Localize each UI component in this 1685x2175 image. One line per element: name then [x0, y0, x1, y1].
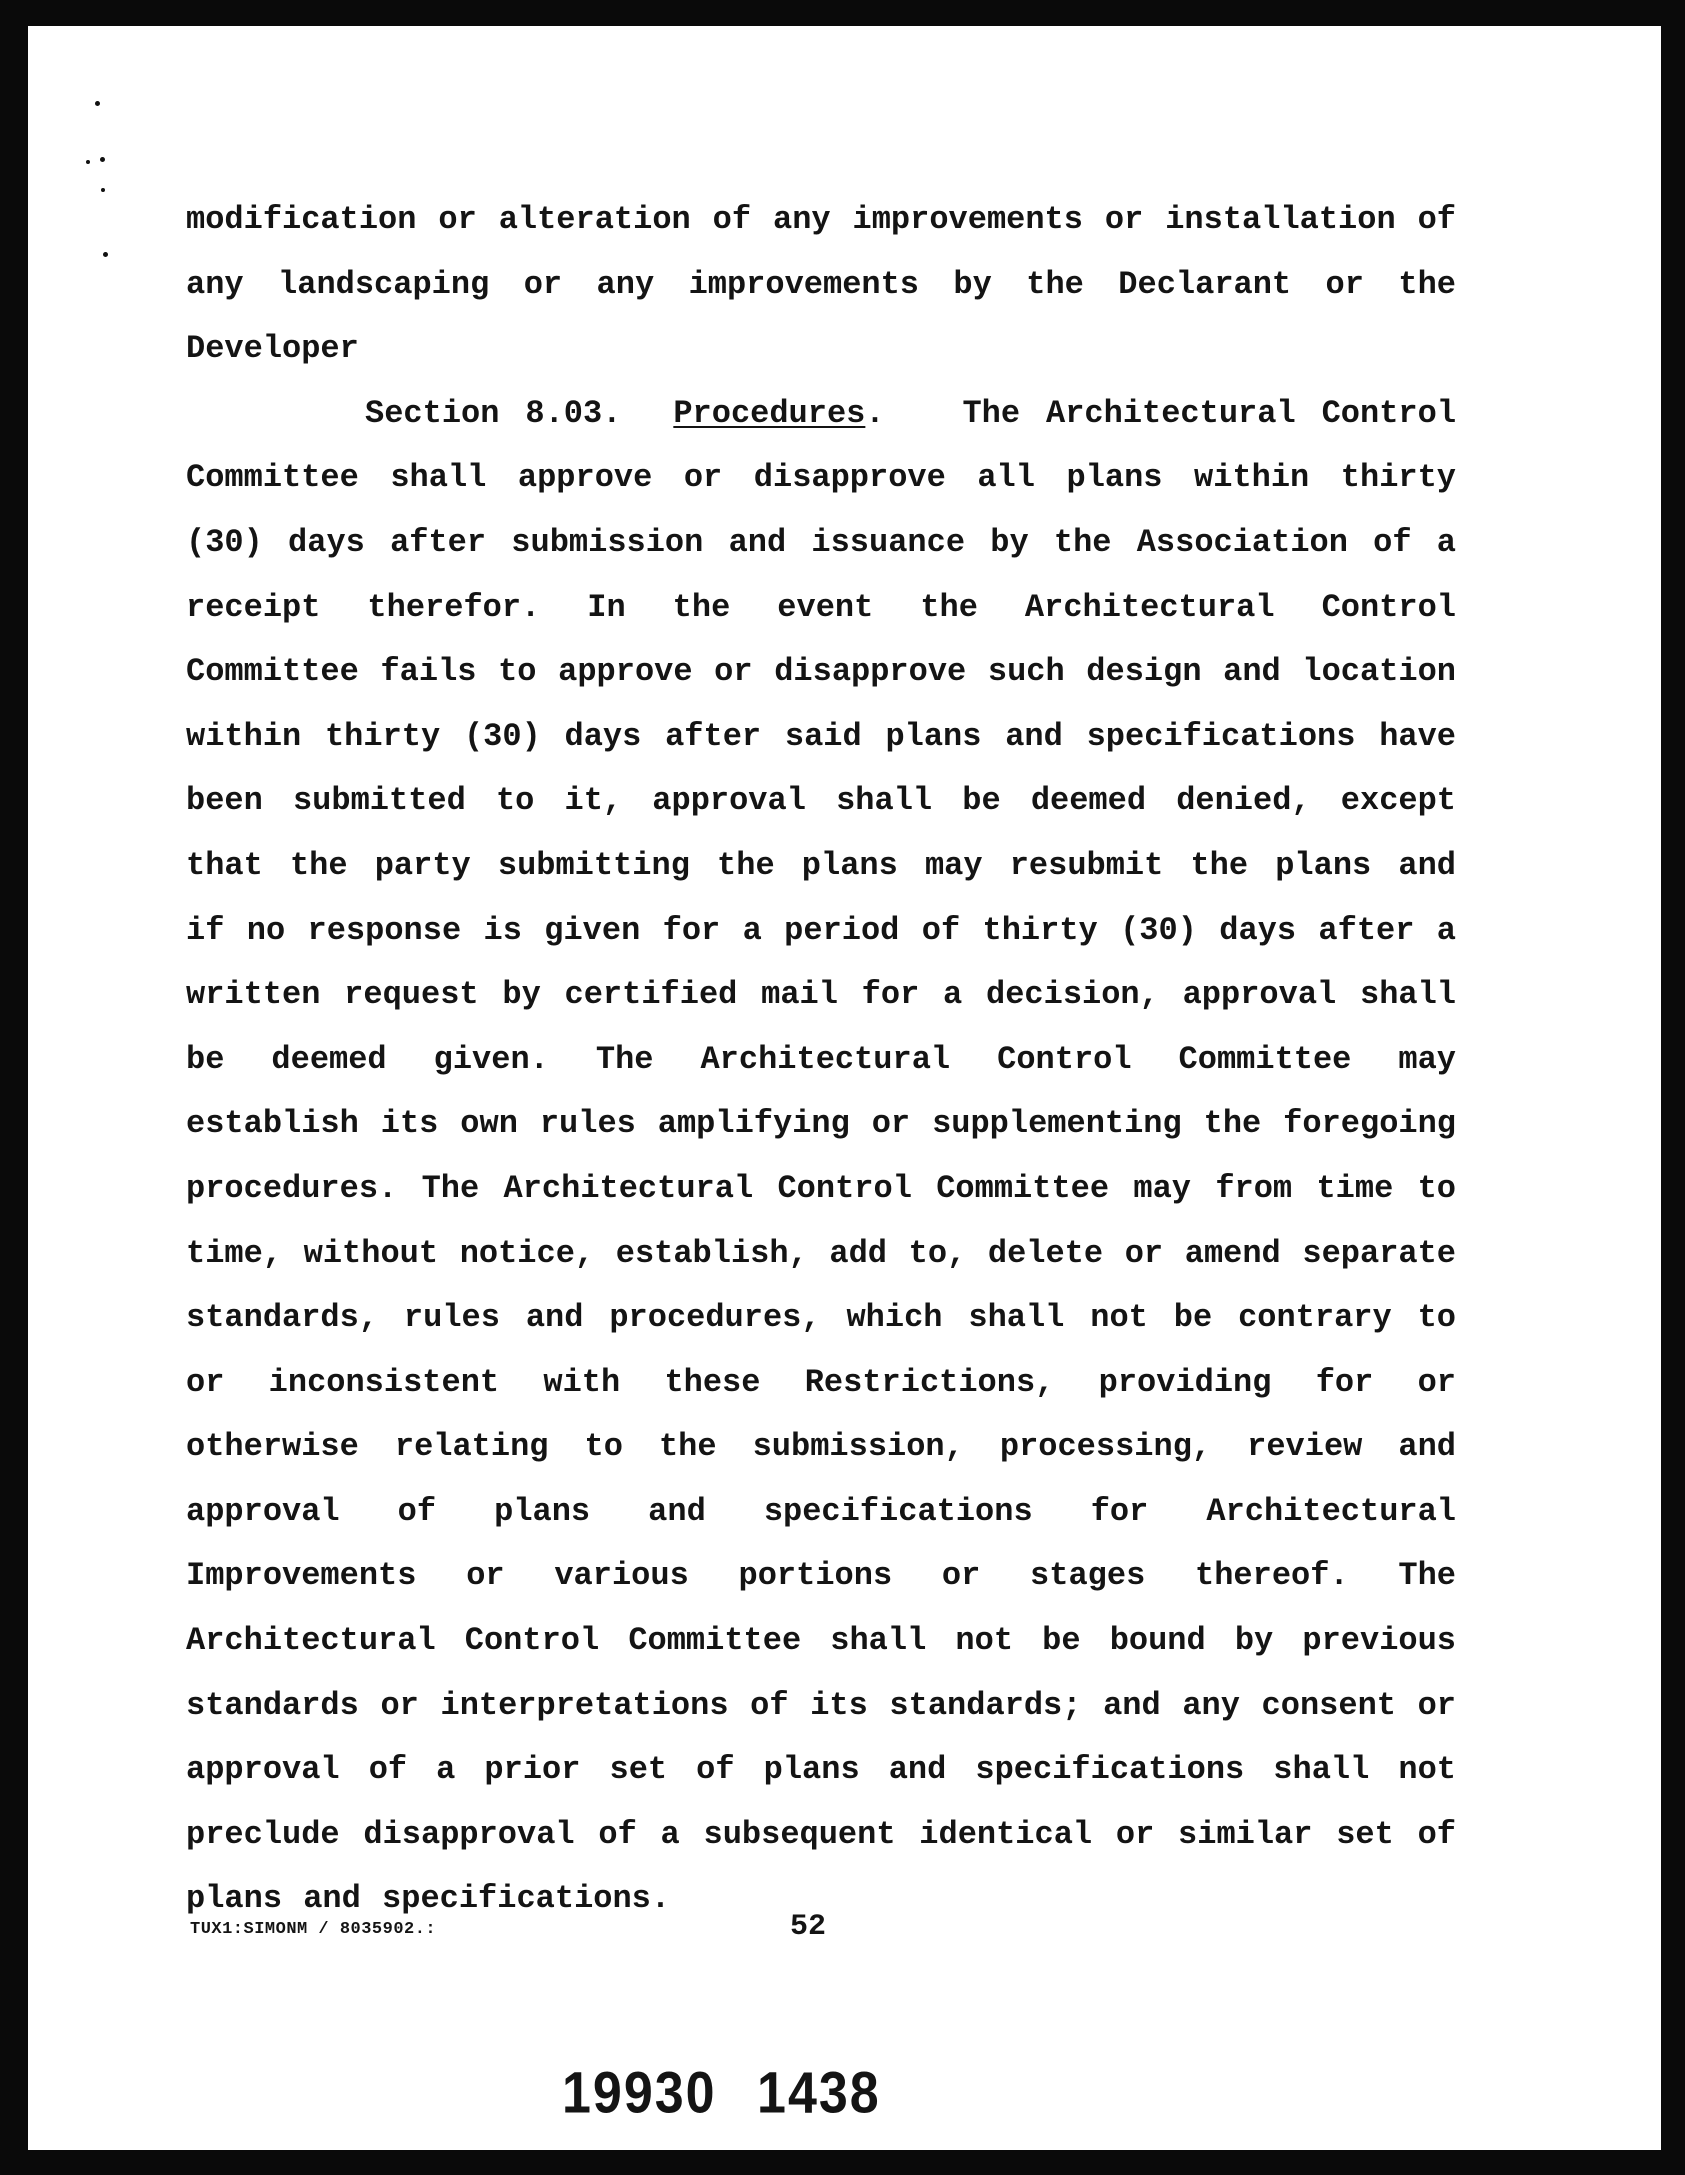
scan-speck: [100, 157, 105, 162]
page-number: 52: [790, 1910, 827, 1944]
lead-paragraph: modification or alteration of any improvements or installation of any landscaping or any improvements by the Declarant or the Developer: [186, 201, 1456, 368]
section-number: Section 8.03.: [365, 394, 622, 432]
section-heading: Procedures: [673, 394, 866, 432]
scan-speck: [86, 160, 90, 164]
scan-speck: [101, 188, 105, 192]
section-heading-suffix: .: [865, 394, 885, 432]
section-paragraph: [186, 382, 1456, 1932]
scan-speck: [103, 252, 108, 257]
document-body: [186, 188, 1456, 1932]
file-reference: TUX1:SIMONM / 8035902.:: [190, 1920, 437, 1939]
section-body: The Architectural Control Committee shall approve or disapprove all plans within thirty (30) days after submission and issuance by the Association of a receipt therefor. In the event the Architectural Control Committee fails to approve or disapprove such design and location within thirty (30) days after said plans and specifications have been submitted to it, approval shall be deemed denied, except that the party submitting the plans may resubmit the plans and if no response is given for a period of thirty (30) days after a written request by certified mail for a decision, approval shall be deemed given. The Architectural Control Committee may establish its own rules amplifying or supplementing the foregoing procedures. The Architectural Control Committee may from time to time, without notice, establish, add to, delete or amend separate standards, rules and procedures, which shall not be contrary to or inconsistent with these Restrictions, providing for or otherwise relating to the submission, processing, review and approval of plans and specifications for Architectural Improvements or various portions or stages thereof. The Architectural Control Committee shall not be bound by previous standards or interpretations of its standards; and any consent or approval of a prior set of plans and specifications shall not preclude disapproval of a subsequent identical or similar set of plans and specifications.: [186, 394, 1457, 1918]
recording-stamp-number: 19930 1438: [562, 2061, 881, 2127]
scan-speck: [95, 101, 100, 106]
